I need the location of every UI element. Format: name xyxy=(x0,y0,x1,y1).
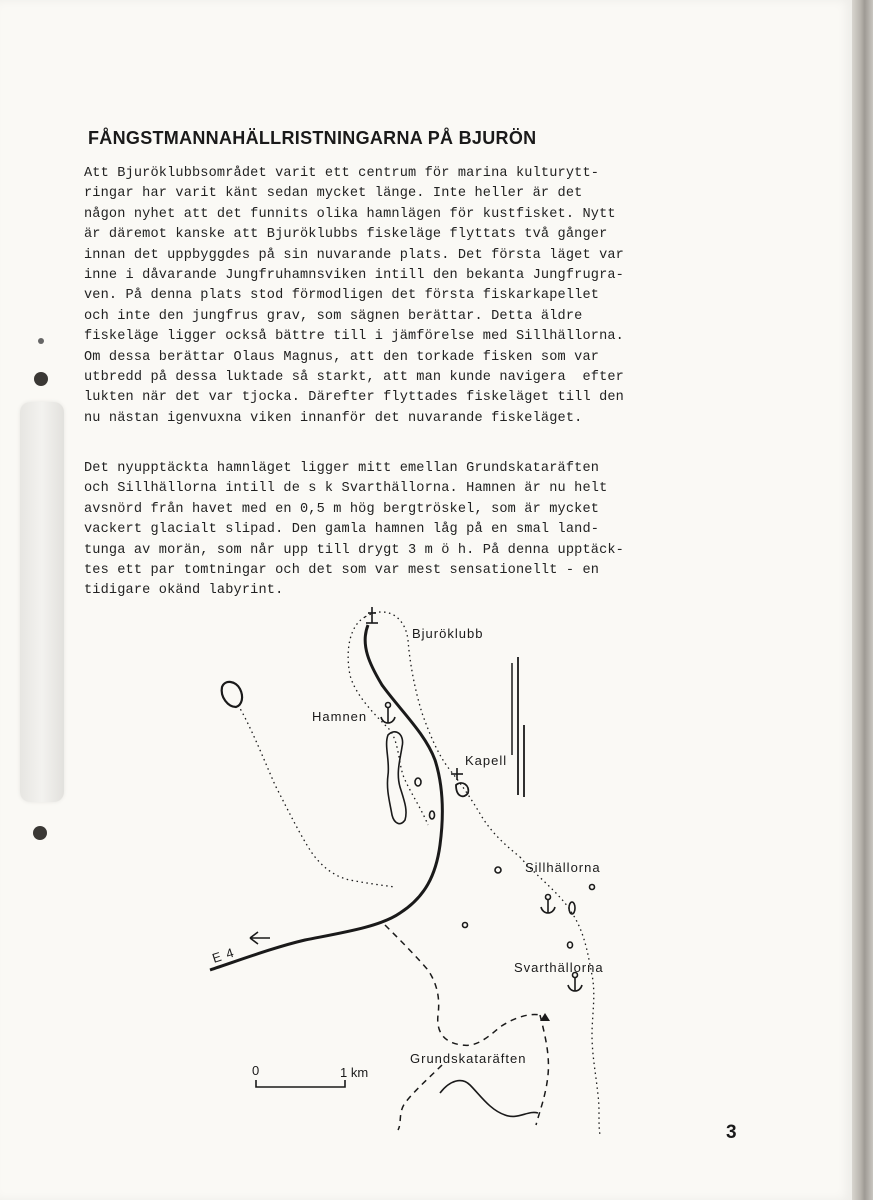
text-line: Om dessa berättar Olaus Magnus, att den torkade fisken som var xyxy=(84,349,600,365)
triangle-marker-icon xyxy=(540,1013,550,1021)
text-line: vackert glacialt slipad. Den gamla hamnen låg på en smal land- xyxy=(84,522,600,538)
site-map xyxy=(200,595,640,1140)
dashed-path-south xyxy=(398,1065,442,1130)
islet-small xyxy=(415,778,421,786)
map-label-road-e4: E 4 xyxy=(210,944,237,966)
islet-small xyxy=(463,923,468,928)
page-stack-edge xyxy=(852,0,873,1200)
text-line: är däremot kanske att Bjuröklubbs fiskeläge flyttats två gånger xyxy=(84,227,608,243)
text-line: tidigare okänd labyrint. xyxy=(84,583,284,599)
text-line: lukten när det var tjocka. Därefter flyttades fiskeläget till den xyxy=(84,390,624,406)
text-line: inne i dåvarande Jungfruhamnsviken intill den bekanta Jungfrugra- xyxy=(84,268,624,284)
bay-shore-west xyxy=(238,705,395,887)
text-line: tunga av morän, som når upp till drygt 3 m ö h. På denna upptäck- xyxy=(84,542,624,558)
islet-small xyxy=(590,885,595,890)
text-line: innan det uppbyggdes på sin nuvarande plats. Det första läget var xyxy=(84,247,624,263)
islet-small xyxy=(430,811,435,819)
text-line: Att Bjuröklubbsområdet varit ett centrum för marina kulturytt- xyxy=(84,166,600,181)
anchor-icon xyxy=(541,895,555,914)
map-label-sillhallorna: Sillhällorna xyxy=(525,860,601,875)
text-line: Det nyupptäckta hamnläget ligger mitt emellan Grundskataräften xyxy=(84,461,600,476)
arrow-icon xyxy=(250,932,270,944)
kapell-islet xyxy=(456,783,468,796)
margin-mark xyxy=(38,338,44,344)
map-label-svarthallorna: Svarthällorna xyxy=(514,960,604,975)
text-line: ringar har varit känt sedan mycket länge. Inte heller är det xyxy=(84,186,583,202)
scale-label-end: 1 km xyxy=(340,1065,369,1080)
page-number: 3 xyxy=(726,1122,737,1143)
road-e4 xyxy=(210,625,442,970)
shoreline-south xyxy=(440,1081,538,1117)
map-label-grundskatarafte: Grundskataräften xyxy=(410,1051,527,1066)
binder-strip xyxy=(20,402,64,802)
paragraph-2 xyxy=(84,459,624,602)
text-line: avsnörd från havet med en 0,5 m hög bergtröskel, som är mycket xyxy=(84,501,600,517)
islet-outline xyxy=(222,682,242,707)
chapel-cross-icon xyxy=(451,768,463,780)
text-line: nu nästan igenvuxna viken innanför det nuvarande fiskeläget. xyxy=(84,410,583,426)
text-line: ven. På denna plats stod förmodligen det första fiskarkapellet xyxy=(84,288,600,304)
scale-bar xyxy=(256,1080,345,1087)
punch-hole-top xyxy=(34,372,48,386)
islet-small xyxy=(568,942,573,948)
anchor-icon xyxy=(381,703,395,724)
dashed-path-east xyxy=(536,1015,548,1125)
map-label-kapell: Kapell xyxy=(465,753,508,768)
text-line: och inte den jungfrus grav, som sägnen berättar. Detta äldre xyxy=(84,308,583,324)
map-label-hamnen: Hamnen xyxy=(312,709,368,724)
paragraph-1 xyxy=(84,164,624,429)
punch-hole-bottom xyxy=(33,826,47,840)
coastline-south xyxy=(520,857,600,1135)
text-line: tes ett par tomtningar och det som var mest sensationellt - en xyxy=(84,563,600,579)
text-line: fiskeläge ligger också bättre till i jämförelse med Sillhällorna. xyxy=(84,329,624,345)
anchor-icon xyxy=(568,973,582,992)
harbour-inlet xyxy=(387,732,406,824)
dashed-path xyxy=(385,925,540,1045)
page-title: FÅNGSTMANNAHÄLLRISTNINGARNA PÅ BJURÖN xyxy=(88,128,537,148)
map-label-bjuroklubb: Bjuröklubb xyxy=(412,626,484,641)
text-line: utbredd på dessa luktade så starkt, att man kunde navigera efter xyxy=(84,370,624,386)
text-line: och Sillhällorna intill de s k Svarthällorna. Hamnen är nu helt xyxy=(84,481,608,497)
lighthouse-icon xyxy=(366,607,378,623)
islet-small xyxy=(495,867,501,873)
text-line: någon nyhet att det funnits olika hamnlägen för kustfisket. Nytt xyxy=(84,206,616,222)
scale-label-start: 0 xyxy=(252,1063,260,1078)
